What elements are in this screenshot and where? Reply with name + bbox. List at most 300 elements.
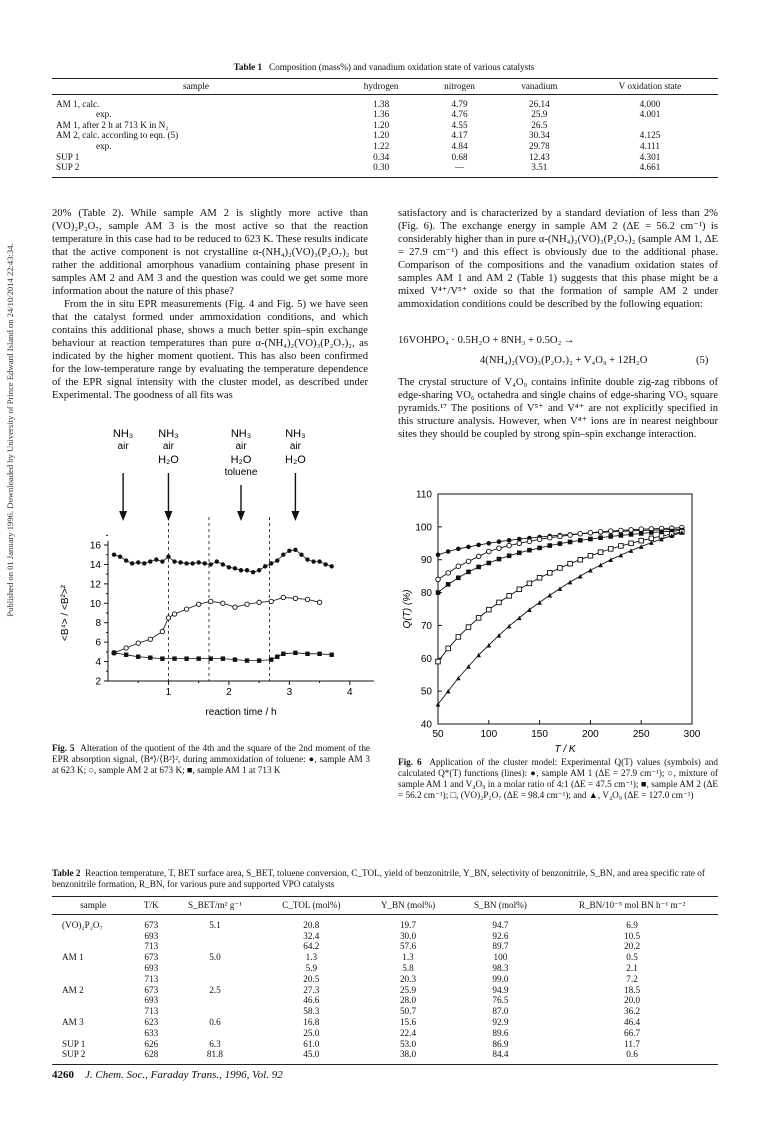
- table1-header-4: V oxidation state: [618, 81, 682, 91]
- y-tick-label: 40: [420, 719, 432, 731]
- download-note: Published on 01 January 1996. Downloaded by University of Prince Edward Island on 24/10/2014 22:43:34.: [5, 243, 15, 617]
- table-cell: [52, 974, 134, 985]
- table-cell: 25.9: [399, 984, 417, 995]
- data-point: [203, 561, 207, 565]
- table-cell: SUP 1: [62, 1038, 86, 1049]
- data-point: [578, 538, 583, 543]
- data-point: [112, 651, 116, 655]
- data-point: [568, 533, 573, 538]
- table2-header-4: Y_BN (mol%): [380, 900, 436, 910]
- table-cell: [52, 931, 134, 942]
- table2: [52, 896, 718, 1065]
- table2-header-2: S_BET/m² g⁻¹: [187, 900, 242, 910]
- data-point: [476, 616, 481, 621]
- data-point: [629, 548, 634, 553]
- table-row: [52, 914, 718, 930]
- table-row: [52, 130, 718, 141]
- data-point: [251, 570, 255, 574]
- table-cell: [168, 995, 261, 1006]
- gas-label: H₂O: [285, 454, 306, 466]
- page-number: 4260: [52, 1069, 74, 1081]
- table-cell: 11.7: [624, 1038, 640, 1049]
- table-cell: 0.68: [451, 151, 468, 162]
- table-row: [52, 1006, 718, 1017]
- table-cell: 32.4: [303, 930, 320, 941]
- data-point: [196, 602, 200, 606]
- data-point: [619, 553, 624, 558]
- data-point: [487, 561, 492, 566]
- table-cell: 693: [144, 930, 159, 941]
- table-row: [52, 120, 718, 131]
- table-cell: 2.5: [209, 984, 221, 995]
- y-tick-label: 80: [420, 588, 432, 600]
- arrow-head: [291, 511, 299, 521]
- data-point: [124, 558, 128, 562]
- data-point: [497, 600, 502, 605]
- data-point: [215, 559, 219, 563]
- table-cell: [168, 1006, 261, 1017]
- data-point: [629, 532, 634, 537]
- data-point: [323, 562, 327, 566]
- data-point: [466, 545, 471, 550]
- data-point: [436, 552, 441, 557]
- table-cell: 673: [144, 952, 159, 963]
- data-point: [608, 534, 613, 539]
- data-point: [588, 568, 593, 573]
- table-cell: AM 1, after 2 h at 713 K in N₂: [56, 119, 169, 130]
- gas-label: NH₃: [285, 428, 306, 440]
- table-cell: 4.76: [451, 109, 468, 120]
- data-point: [305, 597, 309, 601]
- data-point: [568, 561, 573, 566]
- table-cell: 92.9: [492, 1016, 509, 1027]
- table-cell: 45.0: [303, 1049, 320, 1060]
- data-point: [245, 658, 249, 662]
- data-point: [293, 548, 297, 552]
- table-cell: 57.6: [399, 941, 417, 952]
- data-point: [287, 549, 291, 553]
- y-tick-label: 4: [95, 657, 101, 669]
- table2-header-1: T/K: [143, 900, 159, 910]
- table-cell: 693: [144, 995, 159, 1006]
- data-point: [233, 566, 237, 570]
- table1-header-3: vanadium: [521, 81, 558, 91]
- table-cell: 36.2: [624, 1006, 641, 1017]
- table-cell: 25.0: [303, 1027, 320, 1038]
- table-cell: 99.0: [492, 973, 509, 984]
- data-point: [160, 629, 164, 633]
- data-point: [269, 657, 273, 661]
- table-cell: exp.: [96, 109, 112, 120]
- table-cell: 46.4: [624, 1016, 641, 1027]
- table-cell: 18.5: [624, 984, 641, 995]
- data-point: [517, 551, 522, 556]
- data-point: [537, 575, 542, 580]
- table-cell: 27.3: [303, 984, 320, 995]
- data-point: [317, 559, 321, 563]
- table-cell: 1.38: [373, 98, 390, 109]
- table-cell: 20.8: [303, 919, 320, 930]
- table-row: [52, 1049, 718, 1064]
- table-cell: 89.7: [492, 941, 509, 952]
- figure-6-chart: [398, 490, 718, 760]
- table-cell: 713: [144, 1006, 159, 1017]
- table-cell: 4.000: [639, 98, 661, 109]
- figure-6-caption: Fig. 6 Application of the cluster model: Experimental Q(T) values (symbols) and calculated Q*(T) functions (lines): ●, sample AM 1 (ΔE = 27.9 cm⁻¹); ○, mixture of sample AM 1 and V₄O₉ in a molar ratio of 4:1 (ΔE = 47.5 cm⁻¹); ■, sample AM 2 (ΔE = 56.2 cm⁻¹); □, (VO)₂P₂O₇ (ΔE = 98.4 cm⁻¹); and ▲, V₄O₉ (ΔE = 127.0 cm⁻¹): [398, 757, 718, 800]
- table-cell: 26.14: [528, 98, 550, 109]
- table-cell: 4.84: [451, 140, 468, 151]
- data-point: [507, 538, 512, 543]
- table2-caption: Table 2 Reaction temperature, T, BET surface area, S_BET, toluene conversion, C_TOL, yield of benzonitrile, Y_BN, selectivity of benzonitrile, S_BN, and area specific rate of benzonitrile formation, R_BN, for various pure and supported VPO catalysts: [52, 868, 705, 889]
- gas-label: air: [235, 441, 247, 452]
- data-point: [446, 646, 451, 651]
- table-row: [52, 963, 718, 974]
- table1-header-1: hydrogen: [363, 81, 399, 91]
- left-paragraph-2: From the in situ EPR measurements (Fig. 4 and Fig. 5) we have seen that the catalyst formed under ammoxidation conditions, and which contains this additional phase, shows a much better spin–spin exchange behaviour at reaction temperatures than pure α-(NH₄)₂(VO)₃(P₂O₇)₂, as indicated by the higher moment quotient. This has also been confirmed for the low-temperature range by evaluating the temperature dependence of the EPR signal intensity with the cluster model, as described under Experimental. The goodness of all fits was: [52, 299, 368, 401]
- y-tick-label: 110: [416, 490, 432, 501]
- table-cell: 1.20: [373, 119, 390, 130]
- data-point: [547, 535, 552, 540]
- table-cell: 5.1: [209, 919, 221, 930]
- x-axis-label: T / K: [554, 744, 576, 755]
- table-cell: 5.0: [209, 952, 221, 963]
- table-cell: 26.5: [531, 119, 548, 130]
- x-tick-label: 1: [165, 687, 172, 698]
- data-point: [166, 616, 170, 620]
- table-cell: [52, 941, 134, 952]
- x-tick-label: 300: [683, 729, 701, 740]
- data-point: [184, 656, 188, 660]
- table-row: [52, 941, 718, 952]
- table-row: [52, 931, 718, 942]
- y-tick-label: 2: [95, 676, 101, 688]
- data-point: [649, 530, 654, 535]
- data-point: [446, 549, 451, 554]
- right-paragraph-1: satisfactory and is characterized by a standard deviation of less than 2% (Fig. 6). The exchange energy in sample AM 2 (ΔE = 56.2 cm⁻¹) is considerably higher than in pure α-(NH₄)₂(VO)₃(P₂O₇)₂ (sample AM 1, ΔE = 27.9 cm⁻¹) and this effect is obviously due to the additional phase. Comparison of the compositions and the vanadium oxidation states of samples AM 1 and AM 2 (Table 1) suggests that this phase might be a mixed V⁴⁺/V⁵⁺ oxide so that the formation of sample AM 2 under ammoxidation conditions could be described by the following equation:: [398, 208, 718, 310]
- data-point: [190, 561, 194, 565]
- arrow-head: [164, 511, 172, 521]
- data-point: [649, 536, 654, 541]
- figure-5-caption: Fig. 5 Alteration of the quotient of the 4th and the square of the 2nd moment of the EPR absorption signal, ⟨B⁴⟩/⟨B²⟩², during ammoxidation of toluene: ●, sample AM 3 at 623 K; ○, sample AM 2 at 673 K; ■, sample AM 1 at 713 K: [52, 743, 371, 775]
- table-cell: 0.34: [373, 151, 390, 162]
- x-tick-label: 150: [531, 729, 548, 740]
- data-point: [558, 586, 563, 591]
- page-footer: [52, 1069, 283, 1081]
- gas-label: NH₃: [230, 428, 252, 440]
- data-point: [227, 565, 231, 569]
- table-cell: [582, 120, 718, 131]
- series-line: [114, 597, 320, 652]
- table-row: [52, 162, 718, 177]
- y-tick-label: 6: [95, 637, 101, 649]
- data-point: [476, 565, 481, 570]
- table-cell: 2.1: [626, 962, 638, 973]
- right-column-text-2: [398, 376, 718, 441]
- data-point: [639, 531, 644, 536]
- table-cell: 1.22: [373, 140, 390, 151]
- x-tick-label: 50: [432, 729, 444, 740]
- table-cell: [52, 1006, 134, 1017]
- left-paragraph-1: 20% (Table 2). While sample AM 2 is slightly more active than (VO)₂P₂O₇, sample AM 3 is the most active so that the reaction temperature in this case had to be reduced to 623 K. These results indicate that the active component is not crystalline α-(NH₄)₂(VO)₃(P₂O₇)₂ but rather the additional amorphous vanadium containing phase present in samples AM 2 and AM 3 and the question was could we get some more information about the nature of this phase?: [52, 208, 368, 297]
- x-tick-label: 2: [226, 687, 232, 698]
- table-cell: 29.78: [528, 140, 550, 151]
- data-point: [608, 557, 613, 562]
- table-cell: 92.6: [492, 930, 509, 941]
- arrow-head: [119, 511, 127, 521]
- table-cell: 86.9: [492, 1038, 509, 1049]
- data-point: [456, 575, 461, 580]
- table-cell: 1.20: [373, 130, 390, 141]
- x-axis-label: reaction time / h: [205, 707, 277, 718]
- gas-label: H₂O: [230, 454, 252, 466]
- y-tick-label: 90: [420, 555, 432, 567]
- table-cell: AM 1, calc.: [56, 98, 100, 109]
- data-point: [317, 652, 321, 656]
- y-axis-label: Q(T) (%): [402, 589, 413, 629]
- table-cell: 89.6: [492, 1027, 509, 1038]
- data-point: [527, 548, 532, 553]
- table-cell: 628: [144, 1049, 159, 1060]
- table-cell: 64.2: [303, 941, 320, 952]
- data-point: [136, 560, 140, 564]
- table-cell: 4.301: [639, 151, 661, 162]
- data-point: [112, 553, 116, 557]
- data-point: [221, 562, 225, 566]
- table-cell: AM 2, calc. according to eqn. (5): [56, 130, 179, 141]
- gas-label: air: [117, 441, 129, 452]
- data-point: [436, 659, 441, 664]
- data-point: [329, 653, 333, 657]
- data-point: [263, 564, 267, 568]
- x-tick-label: 100: [480, 729, 498, 740]
- data-point: [305, 652, 309, 656]
- data-point: [436, 577, 441, 582]
- data-point: [537, 546, 542, 551]
- equation-rhs: 4(NH₄)₂(VO)₃(P₂O₇)₂ + V₄O₉ + 12H₂O: [480, 355, 648, 366]
- data-point: [305, 557, 309, 561]
- table-cell: SUP 2: [56, 162, 80, 173]
- data-point: [281, 652, 285, 656]
- data-point: [166, 554, 170, 558]
- table-cell: 693: [144, 962, 159, 973]
- gas-label-toluene: toluene: [224, 467, 258, 478]
- data-point: [558, 566, 563, 571]
- data-point: [233, 657, 237, 661]
- data-point: [329, 564, 333, 568]
- data-point: [639, 544, 644, 549]
- data-point: [598, 535, 603, 540]
- table-cell: 6.3: [209, 1038, 221, 1049]
- data-point: [497, 539, 502, 544]
- data-point: [558, 541, 563, 546]
- data-point: [221, 656, 225, 660]
- data-point: [196, 656, 200, 660]
- table-cell: [52, 995, 134, 1006]
- figure-5-chart: [52, 425, 382, 721]
- data-point: [588, 537, 593, 542]
- data-point: [497, 557, 502, 562]
- equation-lhs: 16VOHPO₄ · 0.5H₂O + 8NH₃ + 0.5O₂ →: [398, 335, 575, 346]
- data-point: [619, 544, 624, 549]
- table-cell: 3.51: [531, 162, 548, 173]
- left-column-text: [52, 207, 368, 402]
- table-cell: 7.2: [626, 973, 638, 984]
- data-point: [527, 581, 532, 586]
- data-point: [456, 564, 461, 569]
- data-point: [547, 543, 552, 548]
- data-point: [160, 656, 164, 660]
- table-cell: 30.34: [528, 130, 550, 141]
- data-point: [588, 530, 593, 535]
- data-point: [588, 553, 593, 558]
- data-point: [639, 538, 644, 543]
- data-point: [275, 655, 279, 659]
- y-tick-label: 100: [415, 522, 432, 534]
- table1-header-0: sample: [182, 81, 210, 91]
- table-cell: 20.2: [624, 941, 641, 952]
- table-cell: 76.5: [492, 995, 509, 1006]
- data-point: [527, 539, 532, 544]
- table1-caption: Table 1 Composition (mass%) and vanadium oxidation state of various catalysts: [233, 62, 535, 72]
- table-row: [52, 141, 718, 152]
- data-point: [233, 605, 237, 609]
- table-cell: 84.4: [492, 1049, 509, 1060]
- data-point: [476, 554, 481, 559]
- table-cell: 0.6: [209, 1016, 221, 1027]
- data-point: [281, 595, 285, 599]
- table-cell: 30.0: [399, 930, 417, 941]
- table-cell: 4.55: [451, 119, 468, 130]
- data-point: [124, 646, 128, 650]
- table-cell: (VO)₂P₂O₇: [62, 919, 103, 930]
- data-point: [446, 582, 451, 587]
- y-tick-label: 12: [89, 579, 101, 591]
- table-cell: 20.5: [303, 973, 320, 984]
- table-cell: 0.30: [373, 162, 390, 173]
- table-cell: 4.125: [639, 130, 661, 141]
- data-point: [629, 528, 634, 533]
- table-row: [52, 152, 718, 163]
- table-cell: 28.0: [399, 995, 417, 1006]
- data-point: [487, 549, 492, 554]
- table-cell: 4.111: [639, 140, 660, 151]
- data-point: [245, 602, 249, 606]
- data-point: [172, 559, 176, 563]
- data-point: [209, 562, 213, 566]
- data-point: [598, 550, 603, 555]
- data-point: [160, 559, 164, 563]
- data-point: [118, 554, 122, 558]
- data-point: [619, 533, 624, 538]
- table-row: [52, 1017, 718, 1028]
- table-cell: 81.8: [206, 1049, 223, 1060]
- data-point: [257, 658, 261, 662]
- x-tick-label: 4: [347, 687, 353, 698]
- data-point: [517, 541, 522, 546]
- data-point: [172, 612, 176, 616]
- table-cell: 4.17: [451, 130, 468, 141]
- data-point: [281, 553, 285, 557]
- table-cell: [168, 931, 261, 942]
- data-point: [497, 546, 502, 551]
- table-cell: [168, 1028, 261, 1039]
- data-point: [598, 529, 603, 534]
- y-tick-label: 16: [89, 540, 101, 552]
- gas-label: NH₃: [112, 428, 134, 440]
- y-tick-label: 70: [420, 620, 432, 632]
- right-column-text: [398, 207, 718, 311]
- data-point: [293, 596, 297, 600]
- data-point: [136, 641, 140, 645]
- table-cell: 46.6: [303, 995, 320, 1006]
- x-tick-label: 250: [632, 729, 650, 740]
- table-cell: 25.9: [531, 109, 548, 120]
- table-cell: 20.3: [399, 973, 417, 984]
- data-point: [148, 655, 152, 659]
- table2-header-3: C_TOL (mol%): [282, 900, 341, 910]
- data-point: [507, 543, 512, 548]
- data-point: [466, 559, 471, 564]
- table-cell: 673: [144, 984, 159, 995]
- table-cell: [168, 963, 261, 974]
- table-cell: [168, 974, 261, 985]
- data-point: [275, 558, 279, 562]
- data-point: [547, 593, 552, 598]
- data-point: [456, 635, 461, 640]
- table-cell: 16.8: [303, 1016, 320, 1027]
- table-cell: 0.5: [626, 952, 638, 963]
- data-point: [639, 527, 644, 532]
- data-point: [311, 559, 315, 563]
- table-cell: 713: [144, 941, 159, 952]
- data-point: [537, 537, 542, 542]
- data-point: [558, 534, 563, 539]
- table-cell: AM 3: [62, 1016, 84, 1027]
- data-point: [178, 560, 182, 564]
- data-point: [487, 541, 492, 546]
- table-cell: 623: [144, 1016, 159, 1027]
- table-cell: 4.001: [639, 109, 661, 120]
- journal-ref: J. Chem. Soc., Faraday Trans., 1996, Vol. 92: [85, 1069, 283, 1081]
- gas-label: NH₃: [158, 428, 179, 440]
- table-row: [52, 952, 718, 963]
- data-point: [209, 656, 213, 660]
- table-row: [52, 1039, 718, 1050]
- data-point: [466, 625, 471, 630]
- gas-label: air: [289, 441, 301, 452]
- table2-header-5: S_BN (mol%): [474, 900, 527, 910]
- gas-label: air: [162, 441, 175, 452]
- table1-header-2: nitrogen: [444, 81, 475, 91]
- table-cell: 1.3: [305, 952, 318, 963]
- table-cell: 713: [144, 973, 159, 984]
- table-row: [52, 985, 718, 996]
- gas-label: H₂O: [158, 454, 179, 466]
- arrow-head: [237, 511, 245, 521]
- data-point: [619, 528, 624, 533]
- data-point: [578, 557, 583, 562]
- table-cell: AM 1: [62, 952, 84, 963]
- table-cell: 94.7: [492, 919, 509, 930]
- table-cell: 0.6: [626, 1049, 638, 1060]
- data-point: [608, 529, 613, 534]
- data-point: [196, 560, 200, 564]
- data-point: [172, 656, 176, 660]
- table-cell: 10.5: [624, 930, 641, 941]
- table-cell: [168, 941, 261, 952]
- y-tick-label: 8: [95, 618, 101, 630]
- data-point: [446, 571, 451, 576]
